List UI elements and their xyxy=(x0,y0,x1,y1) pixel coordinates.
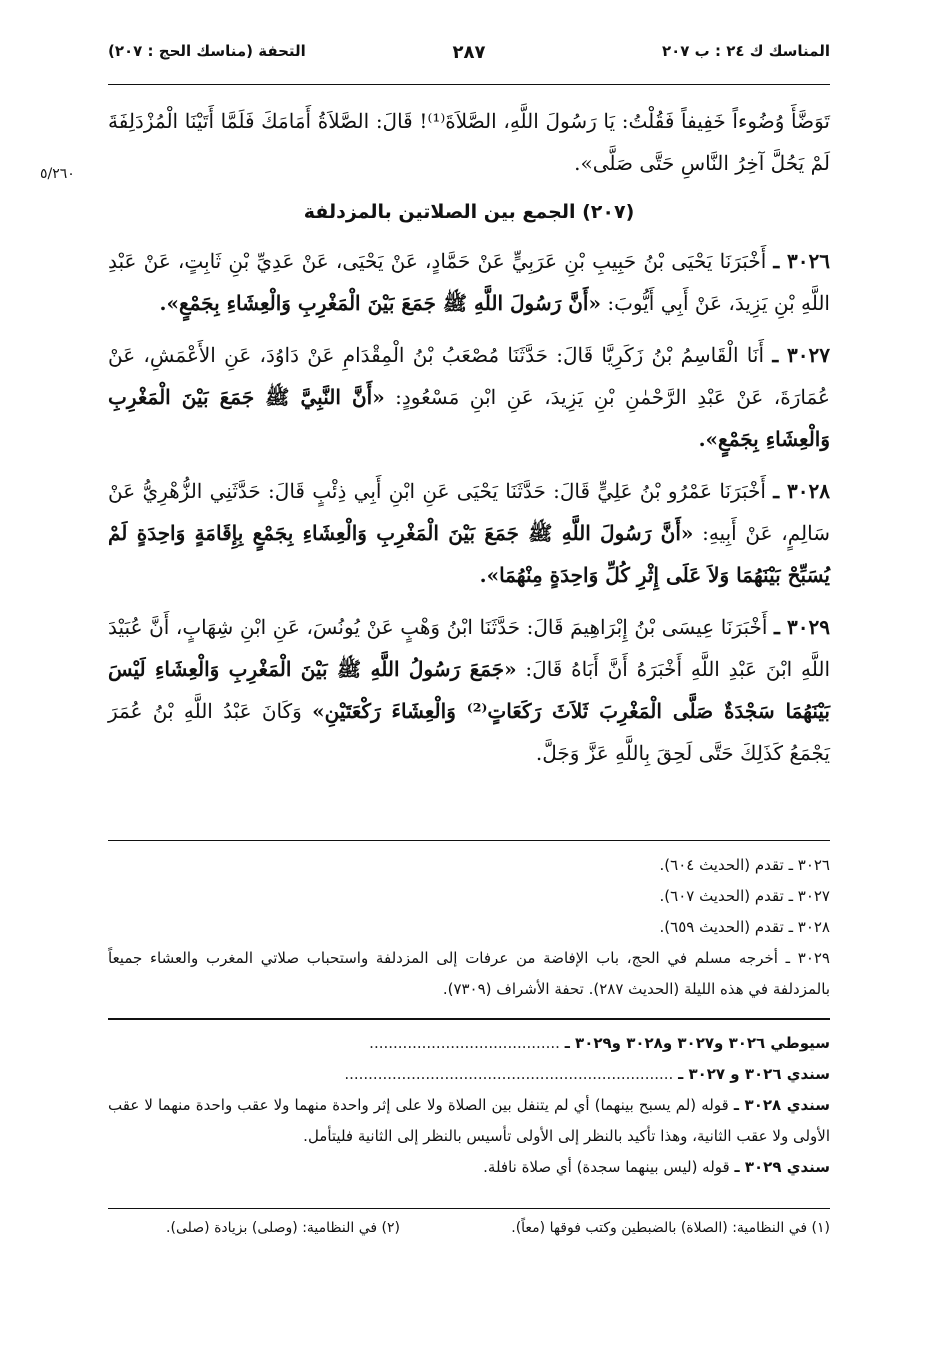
commentary-text: قوله (لم يسبح بينهما) أي لم يتنفل بين الصلاة ولا على إثر واحدة منهما ولا عقب واحدة منهما لا عقب الأولى ولا عقب الثانية، وهذا تأكيد بالنظر إلى الأولى تأسيس بالنظر إلى الثانية فليتأمل. xyxy=(108,1096,830,1145)
header-divider xyxy=(108,84,830,85)
header-book-ref: التحفة (مناسك الحج : ٢٠٧) xyxy=(108,42,306,60)
commentary-lead: سندي ٣٠٢٦ و ٣٠٢٧ ـ xyxy=(678,1065,830,1083)
hadith-3029 xyxy=(108,606,830,774)
commentary-dots: ........................................ xyxy=(369,1034,560,1052)
footnote: ٣٠٢٧ ـ تقدم (الحديث ٦٠٧). xyxy=(659,887,830,905)
endnote-2: (٢) في النظامية: (وصلى) بزيادة (صلى). xyxy=(166,1220,400,1236)
commentary-line xyxy=(108,1028,830,1059)
hadith-chain: أَخْبَرَنَا عَمْرُو بْنُ عَلِيٍّ قَالَ: حَدَّثَنَا يَحْيَى عَنِ ابْنِ أَبِي ذِئْبٍ قَالَ: حَدَّثَنِي الزُّهْرِيُّ عَنْ سَالِمٍ، عَنْ أَبِيهِ: xyxy=(108,479,830,545)
hadith-3028 xyxy=(108,470,830,596)
chapter-title: (٢٠٧) الجمع بين الصلاتين بالمزدلفة xyxy=(303,201,635,223)
hadith-tail: وَكَانَ عَبْدُ اللَّهِ بْنُ عُمَرَ يَجْمَعُ كَذَلِكَ حَتَّى لَحِقَ بِاللَّهِ عَزَّ وَجَلَّ. xyxy=(108,699,830,765)
footnote: ٣٠٢٦ ـ تقدم (الحديث ٦٠٤). xyxy=(659,856,830,874)
commentary-divider xyxy=(108,1018,830,1020)
commentary-lead: سيوطي ٣٠٢٦ و٣٠٢٧ و٣٠٢٨ و٣٠٢٩ ـ xyxy=(564,1034,830,1052)
hadith-matn: «أَنَّ النَّبِيَّ ﷺ جَمَعَ بَيْنَ الْمَغْرِبِ وَالْعِشَاءِ بِجَمْعٍ». xyxy=(108,385,830,451)
intro-paragraph: تَوَضَّأَ وُضُوءاً خَفِيفاً فَقُلْتُ: يَا رَسُولَ اللَّهِ، الصَّلاَةَ⁽¹⁾! قَالَ: الصَّلاَةُ أَمَامَكَ فَلَمَّا أَتَيْنَا الْمُزْدَلِفَةَ لَمْ يَحُلَّ آخِرُ النَّاسِ حَتَّى صَلَّى». xyxy=(108,109,830,175)
header-chapter-ref: المناسك ك ٢٤ : ب ٢٠٧ xyxy=(661,42,830,60)
running-header xyxy=(108,42,830,72)
hadith-number: ٣٠٢٩ ـ xyxy=(774,615,831,639)
commentary-dots: ..................................................................... xyxy=(344,1065,674,1083)
hadith-chain: أَنَا الْقَاسِمُ بْنُ زَكَرِيَّا قَالَ: حَدَّثَنَا مُصْعَبُ بْنُ الْمِقْدَامِ عَنْ دَاوُدَ، عَنِ الأَعْمَشِ، عَنْ عُمَارَةَ، عَنْ عَبْدِ الرَّحْمٰنِ بْنِ يَزِيدَ، عَنِ ابْنِ مَسْعُودٍ: xyxy=(108,343,830,409)
endnote-1: (١) في النظامية: (الصلاة) بالضبطين وكتب فوقها (معاً). xyxy=(511,1220,830,1236)
hadith-matn: «أَنَّ رَسُولَ اللَّهِ ﷺ جَمَعَ بَيْنَ الْمَغْرِبِ وَالْعِشَاءِ بِجَمْعٍ بِإِقَامَةٍ وَاحِدَةٍ لَمْ يُسَبِّحْ بَيْنَهُمَا وَلاَ عَلَى إِثْرِ كُلِّ وَاحِدَةٍ مِنْهُمَا». xyxy=(108,521,830,587)
footnote: ٣٠٢٩ ـ أخرجه مسلم في الحج، باب الإفاضة من عرفات إلى المزدلفة واستحباب صلاتي المغرب والعشاء جميعاً بالمزدلفة في هذه الليلة (الحديث ٢٨٧). تحفة الأشراف (٧٣٠٩). xyxy=(108,949,830,998)
commentary-line xyxy=(108,1090,830,1152)
textual-endnotes xyxy=(108,1220,830,1250)
hadith-3027 xyxy=(108,334,830,460)
hadith-number: ٣٠٢٨ ـ xyxy=(773,479,830,503)
hadith-number: ٣٠٢٦ ـ xyxy=(773,249,831,273)
hadith-matn: «جَمَعَ رَسُولُ اللَّهِ ﷺ بَيْنَ الْمَغْرِبِ وَالْعِشَاءِ لَيْسَ بَيْنَهُمَا سَجْدَةٌ صَلَّى الْمَغْرِبَ ثَلاَثَ رَكَعَاتٍ⁽²⁾ وَالْعِشَاءَ رَكْعَتَيْنِ» xyxy=(108,657,830,723)
hadith-chain: أَخْبَرَنَا عِيسَى بْنُ إِبْرَاهِيمَ قَالَ: حَدَّثَنَا ابْنُ وَهْبٍ عَنْ يُونُسَ، عَنِ ابْنِ شِهَابٍ، أَنَّ عُبَيْدَ اللَّهِ ابْنَ عَبْدِ اللَّهِ أَخْبَرَهُ أَنَّ أَبَاهُ قَالَ: xyxy=(108,615,831,681)
commentary-line xyxy=(108,1059,830,1090)
commentary-lead: سندي ٣٠٢٩ ـ xyxy=(734,1158,830,1176)
main-text xyxy=(108,100,830,784)
footnotes-divider xyxy=(108,840,830,841)
commentary-line xyxy=(108,1152,830,1183)
hadith-number: ٣٠٢٧ ـ xyxy=(772,343,831,367)
endnotes-divider xyxy=(108,1208,830,1209)
commentary-text: قوله (ليس بينهما سجدة) أي صلاة نافلة. xyxy=(483,1158,730,1176)
hadith-3026 xyxy=(108,240,830,324)
takhrij-footnotes xyxy=(108,850,830,1005)
page-number: ٢٨٧ xyxy=(452,42,486,63)
commentary-section xyxy=(108,1028,830,1183)
hadith-chain: أَخْبَرَنَا يَحْيَى بْنُ حَبِيبِ بْنِ عَرَبِيٍّ عَنْ حَمَّادٍ، عَنْ يَحْيَى، عَنْ عَدِيِّ بْنِ ثَابِتٍ، عَنْ عَبْدِ اللَّهِ بْنِ يَزِيدَ، عَنْ أَبِي أَيُّوبَ: xyxy=(108,249,830,315)
margin-reference: ٥/٢٦٠ xyxy=(40,166,75,182)
footnote: ٣٠٢٨ ـ تقدم (الحديث ٦٥٩). xyxy=(659,918,830,936)
commentary-lead: سندي ٣٠٢٨ ـ xyxy=(733,1096,830,1114)
hadith-matn: «أَنَّ رَسُولَ اللَّهِ ﷺ جَمَعَ بَيْنَ الْمَغْرِبِ وَالْعِشَاءِ بِجَمْعٍ». xyxy=(159,291,601,315)
